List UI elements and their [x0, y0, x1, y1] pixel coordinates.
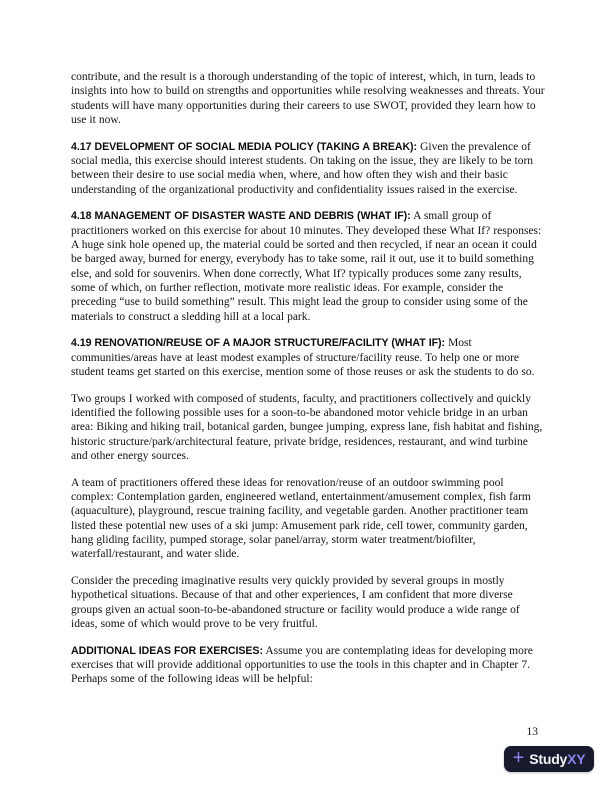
- paragraph-text: Consider the preceding imaginative results very quickly provided by several groups in mostly hypothetical situations. Because of that and other experiences, I am confident that more diverse groups given an actual soon-to-be-abandoned structure or facility would produce a wide range of ideas, some of which would prove to be very fruitful.: [71, 575, 520, 631]
- page-body-text: [71, 70, 545, 687]
- plus-icon: +: [512, 747, 525, 769]
- page-number: 13: [526, 726, 538, 738]
- brand-name: [529, 751, 585, 767]
- section-heading: 4.18 MANAGEMENT OF DISASTER WASTE AND DEBRIS (WHAT IF):: [71, 210, 411, 223]
- section-heading: 4.19 RENOVATION/REUSE OF A MAJOR STRUCTURE/FACILITY (WHAT IF):: [71, 337, 445, 350]
- paragraph-text: Most communities/areas have at least modest examples of structure/facility reuse. To help one or more student teams get started on this exercise, mention some of those reuses or ask the students to do so.: [71, 337, 535, 379]
- section-4-18: [71, 209, 545, 324]
- section-4-19: [71, 336, 545, 379]
- section-heading: 4.17 DEVELOPMENT OF SOCIAL MEDIA POLICY (TAKING A BREAK):: [71, 140, 418, 153]
- paragraph-conclusion: [71, 574, 545, 631]
- section-heading: ADDITIONAL IDEAS FOR EXERCISES:: [71, 644, 263, 657]
- paragraph-pool-skijump-reuse: [71, 476, 545, 562]
- section-additional-ideas: [71, 644, 545, 687]
- paragraph-text: A small group of practitioners worked on this exercise for about 10 minutes. They developed these What If? responses: A huge sink hole opened up, the material could be sorted and then recycled, if near an ocean it could be barged away, burned for energy, everybody has to take some, rail it out, use it to build something else, and sold for souvenirs. When done correctly, What If? typically produces some zany results, some of which, on further reflection, motivate more realistic ideas. For example, consider the preceding “use to build something” result. This might lead the group to consider using some of the materials to construct a sledding hill at a local park.: [71, 210, 542, 323]
- paragraph-intro: [71, 70, 545, 127]
- paragraph-text: A team of practitioners offered these ideas for renovation/reuse of an outdoor swimming pool complex: Contemplation garden, engineered wetland, entertainment/amusement complex, fish farm (aquaculture), playground, rescue training facility, and vegetable garden. Another practitioner team listed these potential new uses of a ski jump: Amusement park ride, cell tower, community garden, hang gliding facility, pumped storage, solar panel/array, storm water treatment/biofilter, waterfall/restaurant, and water slide.: [71, 476, 531, 561]
- brand-name-xy: XY: [567, 751, 586, 767]
- studyxy-watermark-badge[interactable]: [504, 746, 594, 772]
- paragraph-bridge-reuse: [71, 392, 545, 464]
- paragraph-text: Two groups I worked with composed of students, faculty, and practitioners collectively and quickly identified the following possible uses for a soon-to-be abandoned motor vehicle bridge in an urban area: Biking and hiking trail, botanical garden, bungee jumping, express lane, fish habitat and fishing, historic structure/park/architectural feature, private bridge, residences, restaurant, and wind turbine and other energy sources.: [71, 392, 543, 463]
- brand-name-study: Study: [529, 751, 568, 767]
- paragraph-text: Given the prevalence of social media, this exercise should interest students. On taking on the issue, they are likely to be torn between their desire to use social media when, where, and how often they wish and their basic understanding of the organizational productivity and confidentiality issues raised in the exercise.: [71, 140, 534, 196]
- paragraph-text: Assume you are contemplating ideas for developing more exercises that will provide additional opportunities to use the tools in this chapter and in Chapter 7. Perhaps some of the following ideas will be helpful:: [71, 644, 533, 686]
- paragraph-text: contribute, and the result is a thorough understanding of the topic of interest, which, in turn, leads to insights into how to build on strengths and opportunities while resolving weaknesses and threats. Your students will have many opportunities during their careers to use SWOT, provided they learn how to use it now.: [71, 71, 545, 127]
- section-4-17: [71, 140, 545, 197]
